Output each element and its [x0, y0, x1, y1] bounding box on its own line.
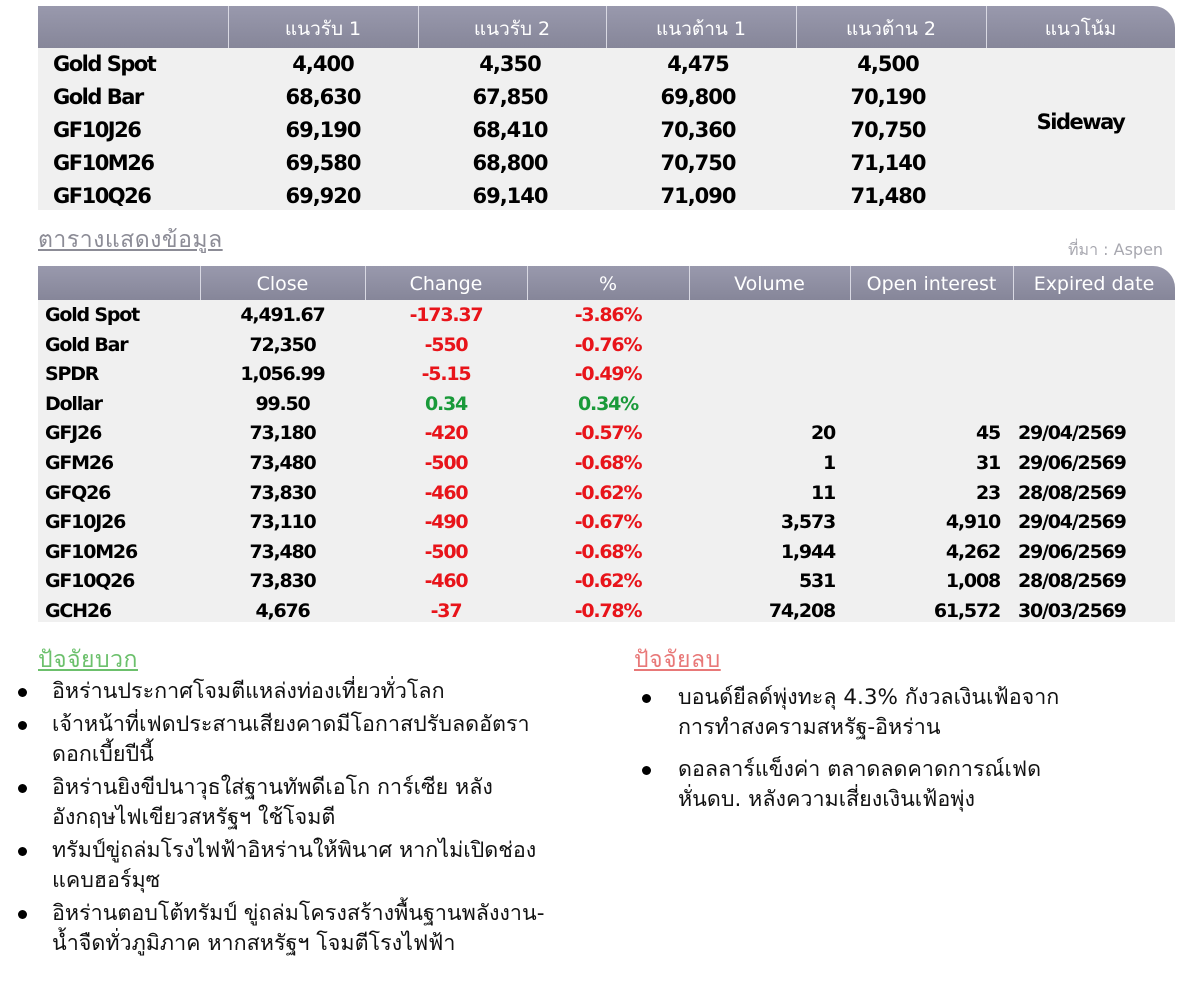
- percent-change: -0.49%: [574, 363, 642, 386]
- table-row: [38, 359, 1175, 389]
- sr-row: [38, 147, 1175, 180]
- change-value: 0.34: [424, 392, 468, 415]
- sr-value: 4,500: [857, 52, 919, 76]
- sr-header-cell: แนวรับ 1: [284, 18, 362, 40]
- negative-factor-line: บอนด์ยีลด์พุ่งทะลุ 4.3% กังวลเงินเฟ้อจาก: [678, 685, 1060, 710]
- sr-value: 4,400: [292, 52, 354, 76]
- expired-date: 28/08/2569: [1018, 481, 1126, 504]
- data-header-cell: Expired date: [1033, 273, 1155, 295]
- close-value: 73,110: [249, 511, 316, 534]
- table-row: [38, 330, 1175, 360]
- expired-date: 29/06/2569: [1018, 452, 1126, 474]
- instrument-name: GFM26: [45, 452, 113, 474]
- close-value: 4,676: [255, 600, 310, 622]
- open-interest-value: 4,262: [945, 540, 1000, 563]
- sr-header: [38, 6, 1175, 48]
- percent-change: -0.67%: [574, 511, 642, 534]
- sr-header-cell: แนวรับ 2: [473, 18, 551, 40]
- positive-factor-line: อิหร่านประกาศโจมตีแหล่งท่องเที่ยวทั่วโลก: [52, 679, 445, 704]
- table-row: [38, 300, 1175, 330]
- sr-row: [38, 180, 1175, 210]
- percent-change: -0.76%: [574, 333, 642, 356]
- change-value: -500: [424, 540, 468, 563]
- percent-change: -0.62%: [574, 570, 642, 593]
- positive-factor-line: แคบฮอร์มุซ: [52, 868, 161, 893]
- negative-factor-line: หั่นดบ. หลังความเสี่ยงเงินเฟ้อพุ่ง: [678, 787, 975, 812]
- positive-factor-line: ดอกเบี้ยปีนี้: [52, 742, 154, 767]
- instrument-name: GF10M26: [45, 540, 137, 563]
- sr-header-cell: แนวโน้ม: [1044, 18, 1117, 40]
- data-table-title: ตารางแสดงข้อมูล: [38, 227, 223, 253]
- instrument-name: GCH26: [45, 600, 111, 622]
- change-value: -500: [424, 452, 468, 474]
- sr-value: 70,360: [660, 118, 736, 142]
- change-value: -173.37: [409, 304, 483, 326]
- instrument-name: Gold Spot: [45, 304, 139, 326]
- sr-value: 69,920: [285, 184, 361, 208]
- volume-value: 531: [798, 570, 835, 593]
- sr-value: 68,410: [472, 118, 548, 142]
- bullet-icon: [18, 784, 27, 793]
- percent-change: -0.68%: [574, 540, 642, 563]
- bullet-icon: [18, 910, 27, 919]
- instrument-name: GFJ26: [45, 422, 102, 445]
- sr-value: 71,480: [850, 184, 926, 208]
- sr-value: 70,750: [850, 118, 926, 142]
- support-resistance-table: [38, 6, 1175, 210]
- positive-factor-line: เจ้าหน้าที่เฟดประสานเสียงคาดมีโอกาสปรับลดอัตรา: [52, 712, 530, 737]
- sr-value: 69,800: [660, 85, 736, 109]
- sr-instrument-name: Gold Spot: [53, 52, 156, 76]
- change-value: -5.15: [421, 363, 471, 386]
- sr-value: 71,140: [850, 151, 926, 175]
- percent-change: -0.78%: [574, 600, 642, 622]
- instrument-name: GF10Q26: [45, 570, 135, 593]
- change-value: -37: [430, 600, 462, 622]
- percent-change: -3.86%: [574, 304, 642, 326]
- sr-value: 4,350: [479, 52, 541, 76]
- percent-change: -0.57%: [574, 422, 642, 445]
- open-interest-value: 45: [975, 422, 1000, 445]
- sr-header-cell: แนวต้าน 1: [655, 18, 747, 40]
- expired-date: 29/06/2569: [1018, 540, 1126, 563]
- open-interest-value: 31: [975, 452, 1000, 474]
- open-interest-value: 1,008: [945, 570, 1000, 593]
- expired-date: 30/03/2569: [1018, 600, 1126, 622]
- table-row: [38, 537, 1175, 567]
- percent-change: -0.68%: [574, 452, 642, 474]
- change-value: -420: [424, 422, 468, 445]
- sr-row: [38, 48, 1175, 81]
- sr-instrument-name: GF10J26: [53, 118, 141, 142]
- instrument-name: SPDR: [45, 363, 99, 386]
- close-value: 4,491.67: [240, 304, 325, 326]
- trend-value: Sideway: [1036, 110, 1125, 134]
- instrument-name: GF10J26: [45, 511, 126, 534]
- volume-value: 20: [810, 422, 835, 445]
- table-row: [38, 507, 1175, 537]
- change-value: -550: [424, 333, 468, 356]
- table-row: [38, 566, 1175, 596]
- data-header-cell: Open interest: [866, 273, 997, 295]
- change-value: -490: [424, 511, 468, 534]
- sr-value: 69,140: [472, 184, 548, 208]
- sr-value: 70,190: [850, 85, 926, 109]
- instrument-name: Dollar: [45, 392, 102, 415]
- negative-factor-line: การทำสงครามสหรัฐ-อิหร่าน: [678, 715, 941, 740]
- change-value: -460: [424, 481, 468, 504]
- sr-value: 68,800: [472, 151, 548, 175]
- negative-factor-line: ดอลลาร์แข็งค่า ตลาดลดคาดการณ์เฟด: [678, 757, 1042, 782]
- close-value: 73,830: [249, 481, 316, 504]
- close-value: 73,480: [249, 452, 316, 474]
- volume-value: 11: [810, 481, 835, 504]
- expired-date: 28/08/2569: [1018, 570, 1126, 593]
- bullet-icon: [18, 847, 27, 856]
- sr-value: 68,630: [285, 85, 361, 109]
- data-header-cell: Volume: [734, 273, 805, 295]
- sr-instrument-name: GF10M26: [53, 151, 154, 175]
- volume-value: 3,573: [780, 511, 835, 534]
- bullet-icon: [18, 721, 27, 730]
- volume-value: 74,208: [768, 600, 835, 622]
- data-header-cell: Close: [256, 273, 309, 295]
- data-header-cell: %: [598, 273, 618, 295]
- data-header-cell: Change: [409, 273, 483, 295]
- sr-value: 70,750: [660, 151, 736, 175]
- change-value: -460: [424, 570, 468, 593]
- sr-value: 4,475: [667, 52, 729, 76]
- sr-value: 69,190: [285, 118, 361, 142]
- positive-factor-line: ทรัมป์ขู่ถล่มโรงไฟฟ้าอิหร่านให้พินาศ หากไม่เปิดช่อง: [52, 838, 537, 863]
- percent-change: -0.62%: [574, 481, 642, 504]
- bullet-icon: [642, 766, 651, 775]
- open-interest-value: 23: [975, 481, 1000, 504]
- open-interest-value: 4,910: [945, 511, 1000, 534]
- sr-value: 67,850: [472, 85, 548, 109]
- close-value: 73,480: [249, 540, 316, 563]
- instrument-name: Gold Bar: [45, 333, 128, 356]
- close-value: 72,350: [249, 333, 316, 356]
- close-value: 73,830: [249, 570, 316, 593]
- positive-factor-line: อิหร่านตอบโต้ทรัมป์ ขู่ถล่มโครงสร้างพื้นฐานพลังงาน-: [52, 901, 545, 926]
- sr-instrument-name: GF10Q26: [53, 184, 151, 208]
- data-table-header: [38, 266, 1175, 300]
- bullet-icon: [18, 688, 27, 697]
- positive-factor-line: น้ำจืดทั่วภูมิภาค หากสหรัฐฯ โจมตีโรงไฟฟ้า: [52, 931, 456, 956]
- bullet-icon: [642, 694, 651, 703]
- expired-date: 29/04/2569: [1018, 422, 1126, 445]
- table-row: [38, 596, 1175, 622]
- close-value: 99.50: [255, 392, 310, 415]
- table-row: [38, 389, 1175, 419]
- percent-change: 0.34%: [578, 392, 638, 415]
- table-row: [38, 448, 1175, 478]
- sr-value: 69,580: [285, 151, 361, 175]
- table-row: [38, 418, 1175, 448]
- market-data-table: [38, 266, 1175, 622]
- volume-value: 1,944: [780, 540, 835, 563]
- negative-factors-title: ปัจจัยลบ: [634, 647, 721, 673]
- sr-instrument-name: Gold Bar: [53, 85, 143, 109]
- expired-date: 29/04/2569: [1018, 511, 1126, 534]
- sr-header-cell: แนวต้าน 2: [845, 18, 937, 40]
- sr-value: 71,090: [660, 184, 736, 208]
- instrument-name: GFQ26: [45, 481, 111, 504]
- close-value: 1,056.99: [240, 363, 325, 386]
- close-value: 73,180: [249, 422, 316, 445]
- positive-factor-line: อังกฤษไฟเขียวสหรัฐฯ ใช้โจมตี: [52, 805, 336, 830]
- volume-value: 1: [822, 452, 835, 474]
- source-label: ที่มา : Aspen: [1068, 240, 1164, 259]
- open-interest-value: 61,572: [933, 600, 1000, 622]
- table-row: [38, 478, 1175, 508]
- positive-factor-line: อิหร่านยิงขีปนาวุธใส่ฐานทัพดีเอโก การ์เซีย หลัง: [52, 775, 493, 800]
- positive-factors-title: ปัจจัยบวก: [38, 647, 138, 673]
